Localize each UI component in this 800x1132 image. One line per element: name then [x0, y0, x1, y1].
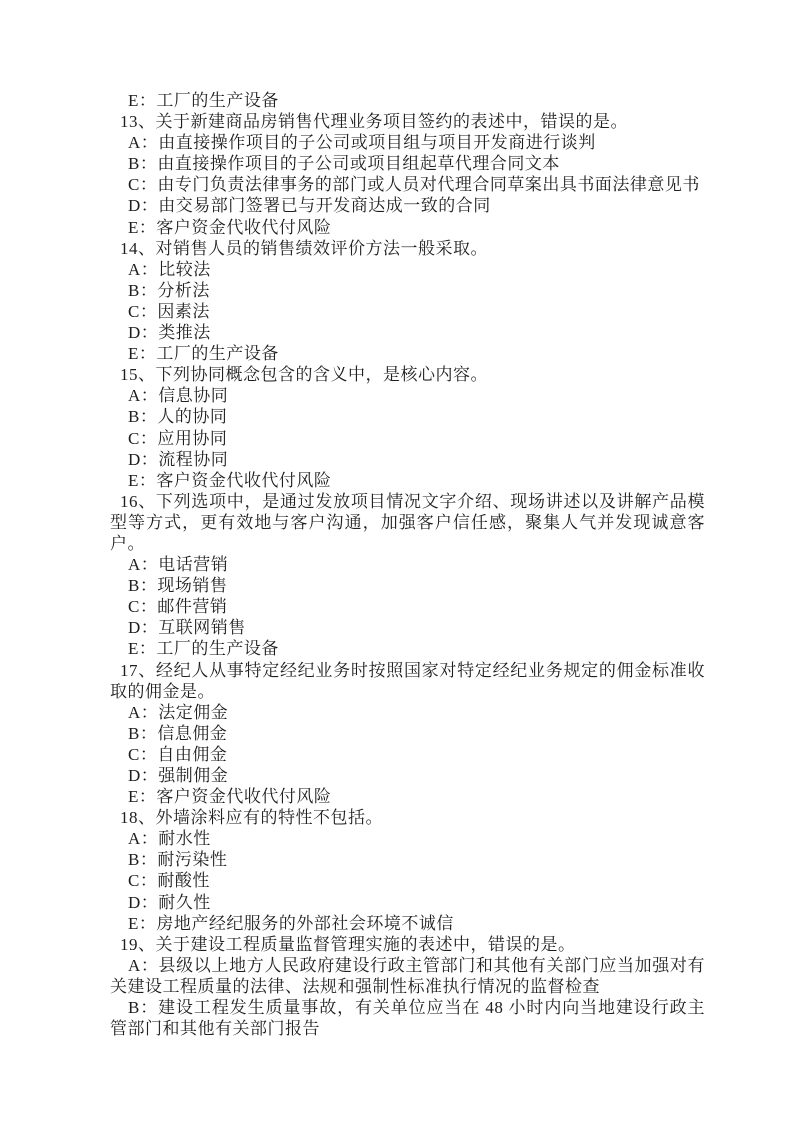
option-line: C：耐酸性	[128, 871, 210, 891]
option-line: D：互联网销售	[128, 618, 246, 638]
option-line: C：由专门负责法律事务的部门或人员对代理合同草案出具书面法律意见书	[128, 175, 700, 195]
option-line: B：信息佣金	[128, 723, 228, 743]
question-heading: 18、外墙涂料应有的特性不包括。	[120, 808, 383, 828]
question-block	[110, 660, 705, 808]
option-line: C：应用协同	[128, 428, 228, 448]
question-block	[110, 111, 705, 238]
orphan-option-line: E：工厂的生产设备	[128, 91, 279, 110]
question-block	[110, 238, 705, 365]
option-line: D：流程协同	[128, 449, 229, 469]
option-line: B：由直接操作项目的子公司或项目组起草代理合同文本	[128, 154, 560, 174]
option-line: E：客户资金代收代付风险	[128, 217, 332, 237]
option-line: A：县级以上地方人民政府建设行政主管部门和其他有关部门应当加强对有关建设工程质量的法律、法规和强制性标准执行情况的监督检查	[110, 955, 705, 996]
option-line: A：信息协同	[128, 386, 229, 406]
question-heading: 17、经纪人从事特定经纪业务时按照国家对特定经纪业务规定的佣金标准收取的佣金是。	[110, 660, 705, 701]
option-line: C：因素法	[128, 301, 210, 321]
option-line: B：人的协同	[128, 407, 228, 427]
question-heading: 14、对销售人员的销售绩效评价方法一般采取。	[120, 238, 488, 258]
question-heading: 19、关于建设工程质量监督管理实施的表述中，错误的是。	[120, 934, 576, 954]
question-block	[110, 491, 705, 660]
option-line: E：客户资金代收代付风险	[128, 470, 332, 490]
option-line: A：耐水性	[128, 829, 211, 849]
option-line: C：自由佣金	[128, 744, 228, 764]
option-line: D：由交易部门签署已与开发商达成一致的合同	[128, 196, 491, 216]
question-block	[110, 807, 705, 934]
option-line: E：客户资金代收代付风险	[128, 787, 332, 807]
option-line: E：工厂的生产设备	[128, 344, 279, 364]
question-heading: 15、下列协同概念包含的含义中，是核心内容。	[120, 365, 488, 385]
question-heading: 16、下列选项中，是通过发放项目情况文字介绍、现场讲述以及讲解产品模型等方式，更有效地与客户沟通，加强客户信任感，聚集人气并发现诚意客户。	[110, 491, 705, 553]
option-line: A：由直接操作项目的子公司或项目组与项目开发商进行谈判	[128, 133, 596, 153]
option-line: E：工厂的生产设备	[128, 639, 279, 659]
option-line: A：法定佣金	[128, 702, 229, 722]
option-line: B：现场销售	[128, 576, 228, 596]
option-line: B：建设工程发生质量事故，有关单位应当在 48 小时内向当地建设行政主管部门和其他有关部门报告	[110, 998, 705, 1039]
question-block	[110, 934, 705, 1039]
option-line: D：强制佣金	[128, 766, 229, 785]
option-line: D：耐久性	[128, 892, 211, 912]
option-line: A：比较法	[128, 259, 211, 279]
option-line: C：邮件营销	[128, 597, 228, 617]
question-list	[110, 111, 705, 1039]
question-block	[110, 364, 705, 491]
option-line: A：电话营销	[128, 555, 229, 575]
option-line: D：类推法	[128, 323, 211, 343]
option-line: B：分析法	[128, 280, 210, 300]
option-line: E：房地产经纪服务的外部社会环境不诚信	[128, 913, 454, 933]
option-line: B：耐污染性	[128, 850, 228, 870]
question-heading: 13、关于新建商品房销售代理业务项目签约的表述中，错误的是。	[120, 112, 628, 132]
